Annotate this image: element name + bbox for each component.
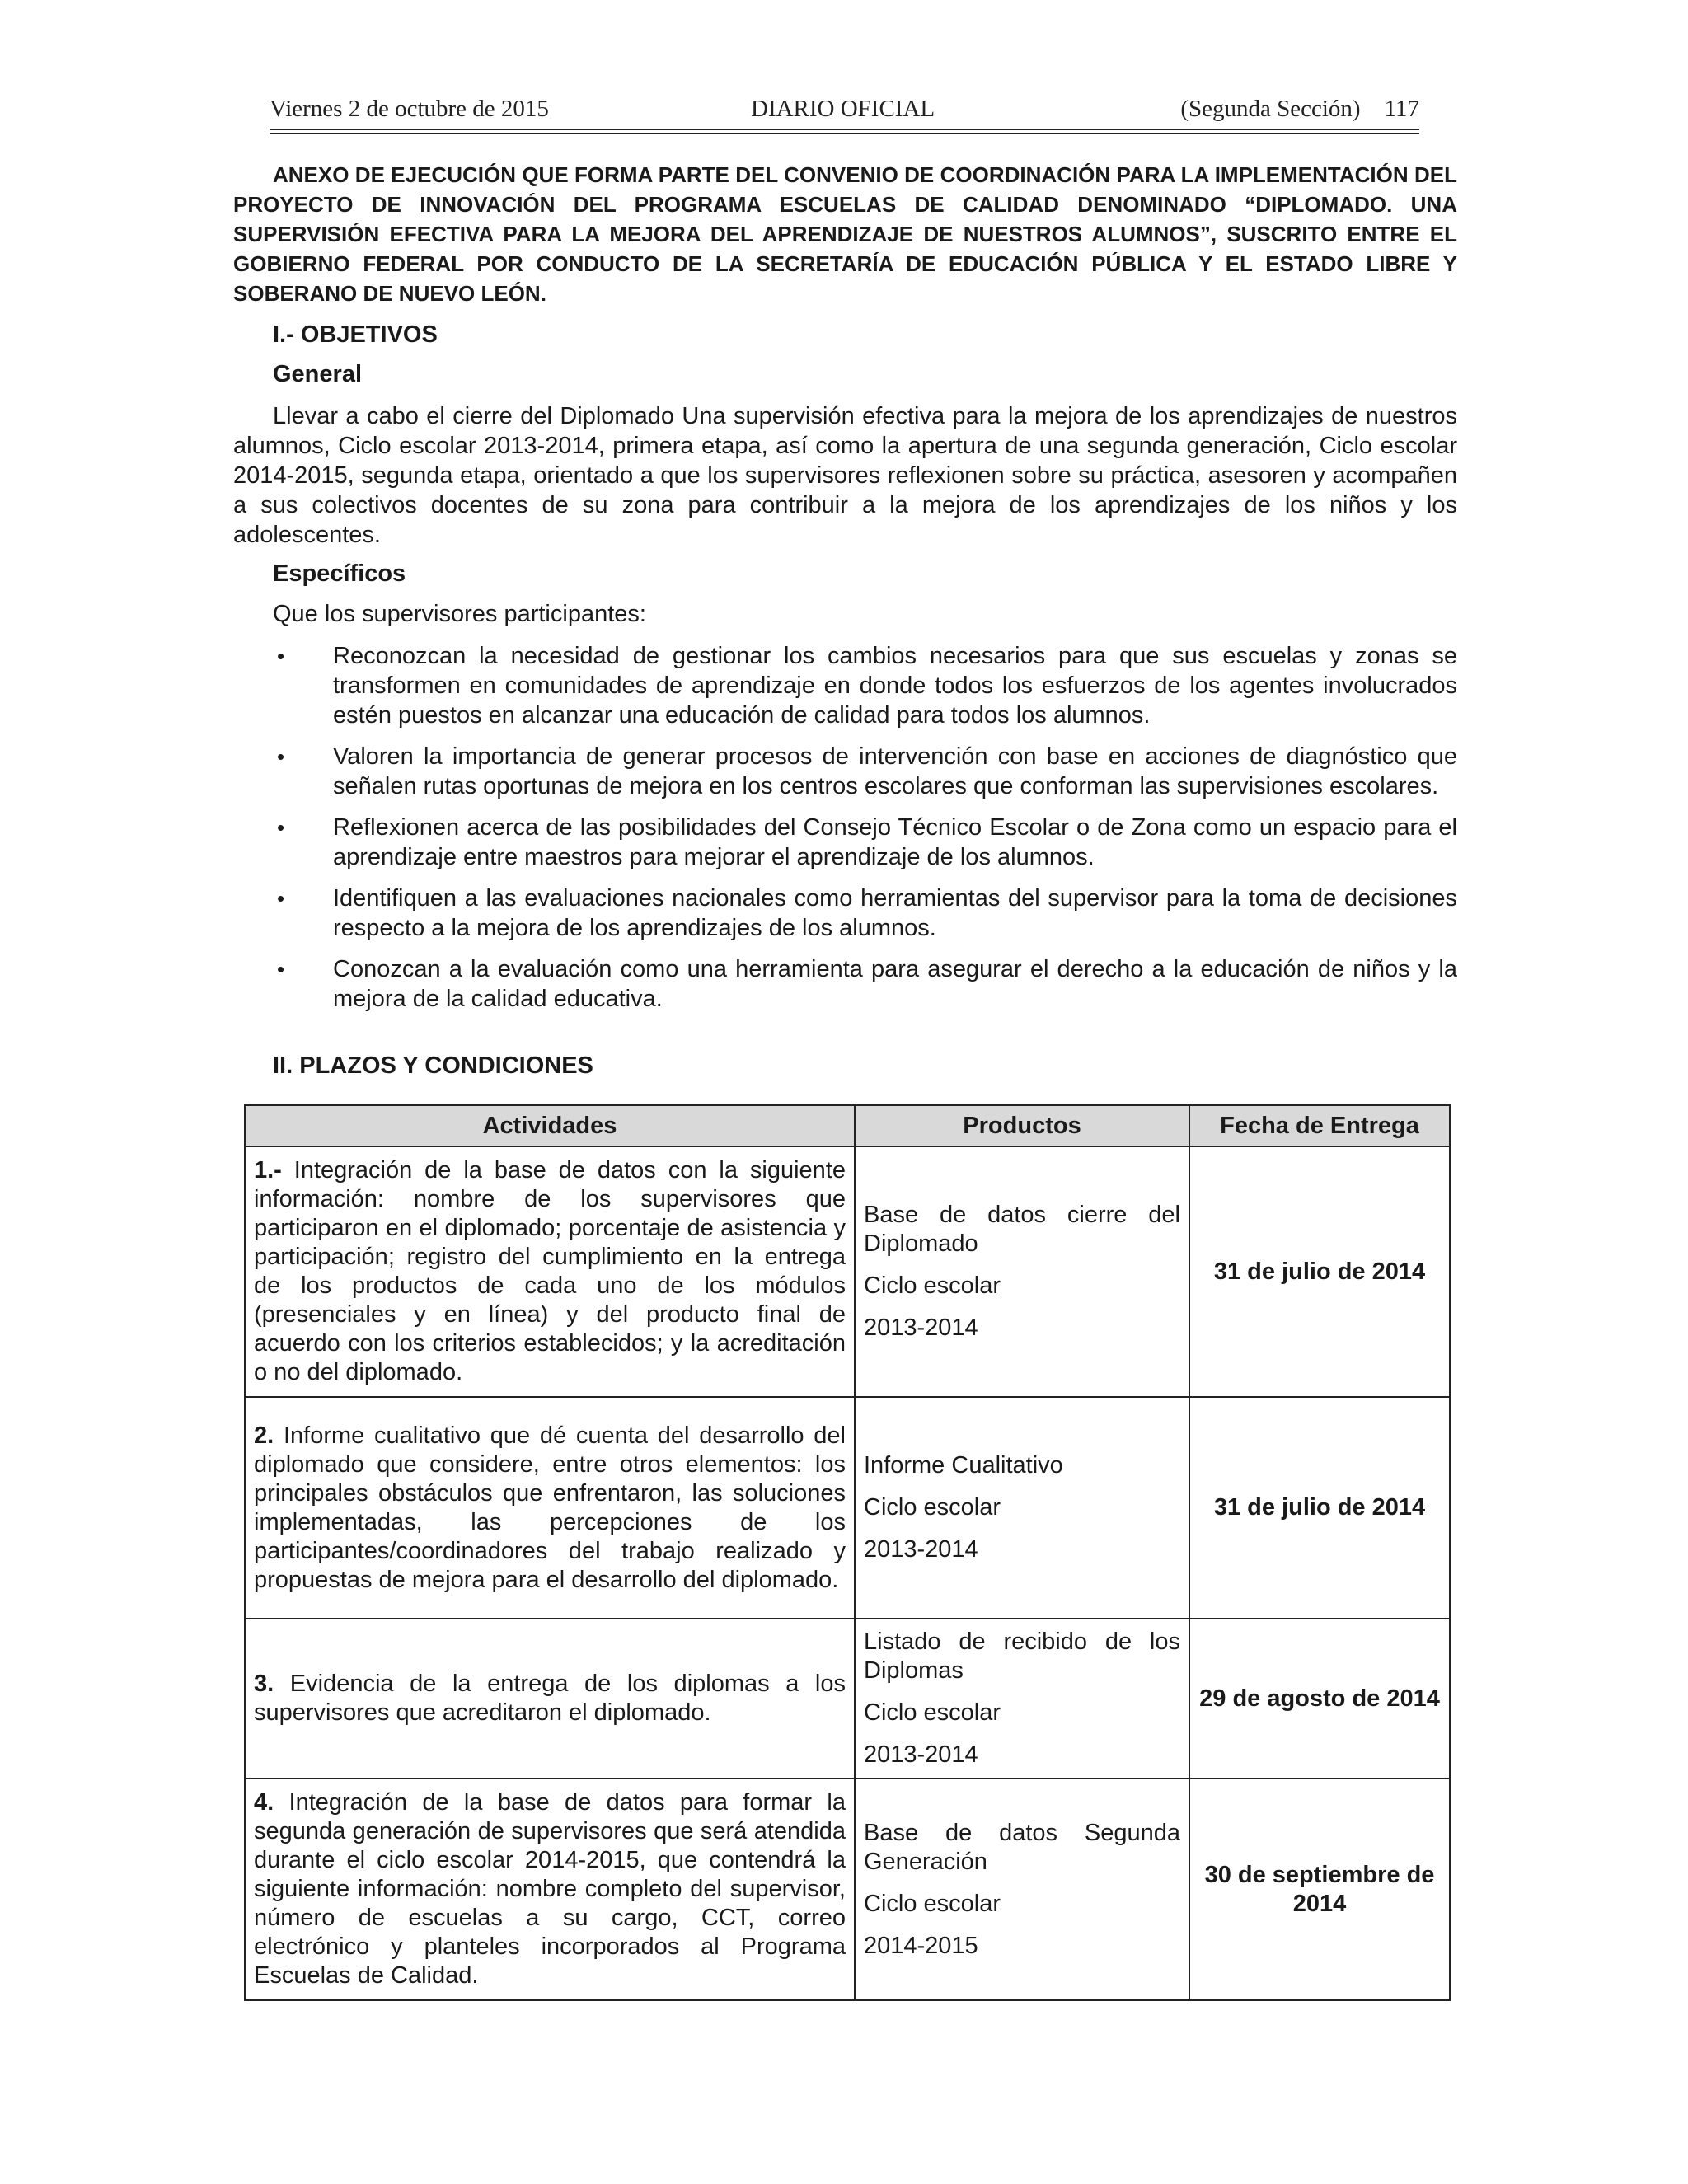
product-cell bbox=[855, 1397, 1189, 1619]
header-rule-top bbox=[270, 129, 1419, 130]
header-publication: DIARIO OFICIAL bbox=[751, 96, 935, 122]
activity-number: 1.- bbox=[254, 1157, 282, 1183]
header-date: Viernes 2 de octubre de 2015 bbox=[270, 96, 549, 122]
table-row bbox=[245, 1619, 1450, 1779]
table-row bbox=[245, 1779, 1450, 2000]
table-row bbox=[245, 1397, 1450, 1619]
activity-number: 4. bbox=[254, 1789, 274, 1816]
activity-number: 2. bbox=[254, 1422, 274, 1449]
general-heading: General bbox=[273, 361, 362, 387]
product-cell bbox=[855, 1619, 1189, 1779]
product-cycle-label: Ciclo escolar bbox=[864, 1699, 1001, 1726]
list-item: • Identifiquen a las evaluaciones nacionales como herramientas del supervisor para la toma de decisiones respecto a la mejora de los aprendizajes de los alumnos. bbox=[273, 883, 1457, 943]
list-item: • Reconozcan la necesidad de gestionar los cambios necesarios para que sus escuelas y zonas se transformen en comunidades de aprendizaje en donde todos los esfuerzos de los agentes involucrados estén puestos en alcanzar una educación de calidad para todos los alumnos. bbox=[273, 641, 1457, 730]
running-header bbox=[270, 96, 1419, 130]
product-name: Listado de recibido de los Diplomas bbox=[864, 1629, 1180, 1684]
delivery-date: 30 de septiembre de 2014 bbox=[1189, 1779, 1450, 2000]
document-title: ANEXO DE EJECUCIÓN QUE FORMA PARTE DEL CONVENIO DE COORDINACIÓN PARA LA IMPLEMENTACIÓN DEL PROYECTO DE INNOVACIÓN DEL PROGRAMA ESCUELAS DE CALIDAD DENOMINADO “DIPLOMADO. UNA SUPERVISIÓN EFECTIVA PARA LA MEJORA DEL APRENDIZAJE DE NUESTROS ALUMNOS”, SUSCRITO ENTRE EL GOBIERNO FEDERAL POR CONDUCTO DE LA SECRETARÍA DE EDUCACIÓN PÚBLICA Y EL ESTADO LIBRE Y SOBERANO DE NUEVO LEÓN. bbox=[233, 162, 1457, 306]
column-header-fecha: Fecha de Entrega bbox=[1189, 1105, 1450, 1146]
header-page-number: 117 bbox=[1384, 96, 1419, 122]
product-name: Base de datos Segunda Generación bbox=[864, 1819, 1180, 1875]
especificos-list bbox=[273, 641, 1457, 1025]
activity-cell bbox=[245, 1146, 855, 1397]
delivery-date: 31 de julio de 2014 bbox=[1189, 1146, 1450, 1397]
activity-text: Integración de la base de datos para formar la segunda generación de supervisores que será atendida durante el ciclo escolar 2014-2015, que contendrá la siguiente información: nombre completo del supervisor, número de escuelas a su cargo, CCT, correo electrónico y planteles incorporados al Programa Escuelas de Calidad. bbox=[254, 1789, 846, 1989]
product-cell bbox=[855, 1146, 1189, 1397]
header-rule-bottom bbox=[270, 133, 1419, 134]
plazos-table bbox=[244, 1104, 1451, 2001]
product-cycle: 2013-2014 bbox=[864, 1536, 978, 1563]
list-item: • Reflexionen acerca de las posibilidades del Consejo Técnico Escolar o de Zona como un espacio para el aprendizaje entre maestros para mejorar el aprendizaje de los alumnos. bbox=[273, 813, 1457, 872]
product-cycle: 2013-2014 bbox=[864, 1315, 978, 1341]
especificos-heading: Específicos bbox=[273, 560, 406, 587]
list-item: • Conozcan a la evaluación como una herramienta para asegurar el derecho a la educación de niños y la mejora de la calidad educativa. bbox=[273, 954, 1457, 1014]
product-cycle-label: Ciclo escolar bbox=[864, 1494, 1001, 1521]
product-cycle: 2013-2014 bbox=[864, 1741, 978, 1768]
delivery-date: 31 de julio de 2014 bbox=[1189, 1397, 1450, 1619]
activity-number: 3. bbox=[254, 1671, 274, 1697]
header-section: (Segunda Sección) bbox=[1180, 96, 1361, 122]
activity-cell bbox=[245, 1779, 855, 2000]
product-cycle-label: Ciclo escolar bbox=[864, 1272, 1001, 1299]
table-row bbox=[245, 1146, 1450, 1397]
header-section-page bbox=[1180, 96, 1419, 123]
especificos-intro: Que los supervisores participantes: bbox=[273, 601, 646, 627]
product-name: Informe Cualitativo bbox=[864, 1452, 1063, 1479]
activity-text: Integración de la base de datos con la siguiente información: nombre de los supervisores que participaron en el diplomado; porcentaje de asistencia y participación; registro del cumplimiento en la entrega de los productos de cada uno de los módulos (presenciales y en línea) y del producto final de acuerdo con los criterios establecidos; y la acreditación o no del diplomado. bbox=[254, 1157, 846, 1385]
product-cycle: 2014-2015 bbox=[864, 1932, 978, 1959]
column-header-productos: Productos bbox=[855, 1105, 1189, 1146]
table-header-row bbox=[245, 1105, 1450, 1146]
activity-cell bbox=[245, 1397, 855, 1619]
delivery-date: 29 de agosto de 2014 bbox=[1189, 1619, 1450, 1779]
objetivos-heading: I.- OBJETIVOS bbox=[273, 321, 438, 348]
column-header-actividades: Actividades bbox=[245, 1105, 855, 1146]
general-paragraph: Llevar a cabo el cierre del Diplomado Una supervisión efectiva para la mejora de los aprendizajes de nuestros alumnos, Ciclo escolar 2013-2014, primera etapa, así como la apertura de una segunda generación, Ciclo escolar 2014-2015, segunda etapa, orientado a que los supervisores reflexionen sobre su práctica, asesoren y acompañen a sus colectivos docentes de su zona para contribuir a la mejora de los aprendizajes de los niños y los adolescentes. bbox=[233, 403, 1457, 548]
plazos-heading: II. PLAZOS Y CONDICIONES bbox=[273, 1052, 593, 1079]
activity-cell bbox=[245, 1619, 855, 1779]
activity-text: Evidencia de la entrega de los diplomas a los supervisores que acreditaron el diplomado. bbox=[254, 1671, 846, 1726]
product-cycle-label: Ciclo escolar bbox=[864, 1890, 1001, 1917]
product-name: Base de datos cierre del Diplomado bbox=[864, 1202, 1180, 1257]
product-cell bbox=[855, 1779, 1189, 2000]
activity-text: Informe cualitativo que dé cuenta del desarrollo del diplomado que considere, entre otros elementos: los principales obstáculos que enfrentaron, las soluciones implementadas, las percepciones de los participantes/coordinadores del trabajo realizado y propuestas de mejora para el desarrollo del diplomado. bbox=[254, 1422, 846, 1593]
list-item: • Valoren la importancia de generar procesos de intervención con base en acciones de diagnóstico que señalen rutas oportunas de mejora en los centros escolares que conforman las supervisiones escolares. bbox=[273, 742, 1457, 801]
